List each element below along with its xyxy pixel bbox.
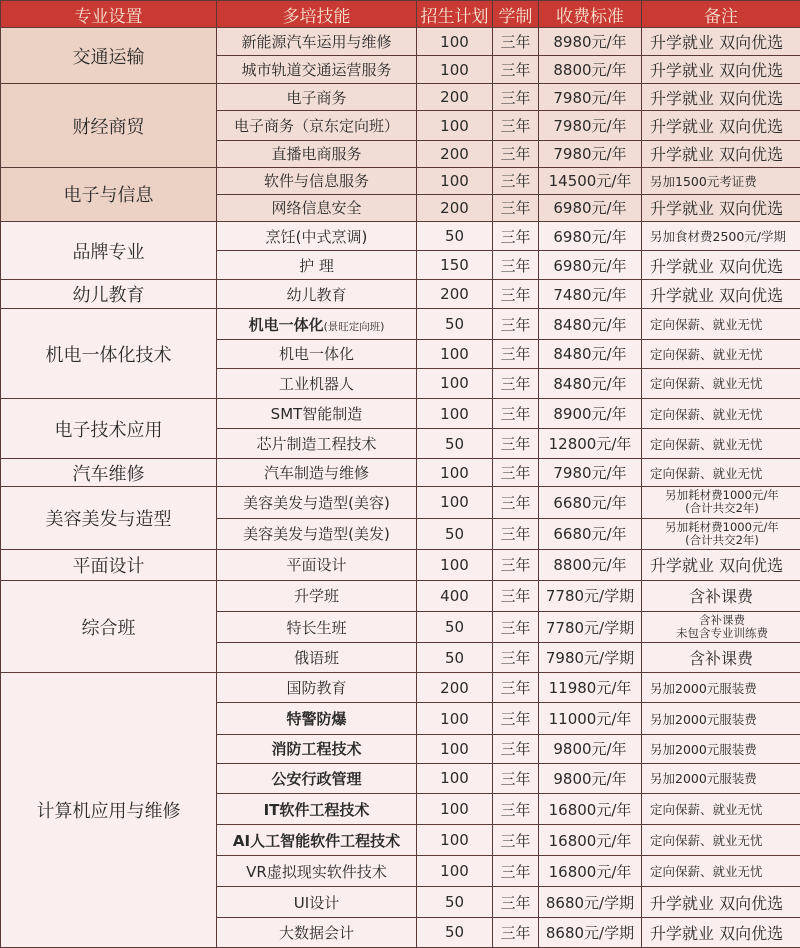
fee-cell: 12800元/年 [539,429,642,459]
skill-cell [217,825,417,856]
note-cell: 升学就业 双向优选 [642,56,800,84]
category-cell: 电子与信息 [1,167,217,221]
note-cell: 升学就业 双向优选 [642,280,800,309]
skill-name: 国防教育 [286,679,347,698]
table-row [1,28,800,56]
years-cell: 三年 [493,28,539,56]
category-cell: 机电一体化技术 [1,309,217,398]
fee-cell: 6980元/年 [539,194,642,221]
skill-cell [217,518,417,549]
note-cell: 定向保薪、就业无忧 [642,459,800,487]
plan-cell: 50 [417,222,493,251]
table-row [1,398,800,428]
skill-cell [217,194,417,221]
plan-cell: 200 [417,194,493,221]
note-cell: 升学就业 双向优选 [642,84,800,111]
years-cell: 三年 [493,398,539,428]
category-cell: 平面设计 [1,549,217,580]
note-line: 含补课费 [699,613,745,628]
years-cell: 三年 [493,518,539,549]
skill-cell [217,309,417,339]
skill-cell [217,56,417,84]
category-cell: 计算机应用与维修 [1,673,217,948]
note-cell: 升学就业 双向优选 [642,251,800,280]
note-cell: 定向保薪、就业无忧 [642,825,800,856]
skill-name: 美容美发与造型(美容) [243,493,390,512]
header-plan: 招生计划 [417,1,493,28]
skill-name: 特长生班 [286,618,347,637]
plan-cell: 100 [417,28,493,56]
skill-cell [217,643,417,673]
plan-cell: 100 [417,793,493,824]
table-row [1,580,800,611]
fee-cell: 9800元/年 [539,734,642,763]
note-line: 另加耗材费1000元/年 [665,519,779,534]
category-cell: 品牌专业 [1,222,217,280]
category-cell: 交通运输 [1,28,217,84]
plan-cell: 50 [417,518,493,549]
skill-name: 美容美发与造型(美发) [243,525,390,544]
skill-name: 升学班 [293,587,339,606]
skill-name: 机电一体化 [248,315,324,334]
header-note: 备注 [642,1,800,28]
skill-cell [217,856,417,887]
skill-cell [217,703,417,734]
skill-name: 公安行政管理 [271,769,362,788]
fee-cell: 7780元/学期 [539,612,642,643]
years-cell: 三年 [493,487,539,518]
years-cell: 三年 [493,339,539,368]
note-cell: 另加2000元服装费 [642,673,800,703]
plan-cell: 50 [417,309,493,339]
note-cell: 升学就业 双向优选 [642,917,800,947]
skill-name: 平面设计 [286,556,347,575]
plan-cell: 50 [417,643,493,673]
plan-cell: 100 [417,56,493,84]
fee-cell: 14500元/年 [539,167,642,194]
fee-cell: 8900元/年 [539,398,642,428]
years-cell: 三年 [493,612,539,643]
plan-cell: 100 [417,368,493,398]
note-cell: 定向保薪、就业无忧 [642,309,800,339]
note-cell: 升学就业 双向优选 [642,887,800,917]
skill-name: 电子商务（京东定向班） [233,117,399,135]
note-cell: 另加1500元考证费 [642,167,800,194]
table-row [1,459,800,487]
header-years: 学制 [493,1,539,28]
fee-cell: 16800元/年 [539,856,642,887]
fee-cell: 6680元/年 [539,518,642,549]
skill-cell [217,734,417,763]
table-row [1,167,800,194]
fee-cell: 8480元/年 [539,339,642,368]
plan-cell: 200 [417,673,493,703]
fee-cell: 6980元/年 [539,251,642,280]
category-cell: 财经商贸 [1,84,217,167]
years-cell: 三年 [493,251,539,280]
fee-cell: 16800元/年 [539,793,642,824]
skill-cell [217,917,417,947]
note-cell: 含补课费 [642,643,800,673]
fee-cell: 8800元/年 [539,56,642,84]
note-cell: 定向保薪、就业无忧 [642,793,800,824]
skill-name: UI设计 [293,893,340,912]
fee-cell: 7980元/年 [539,84,642,111]
fee-cell: 8980元/年 [539,28,642,56]
skill-cell [217,339,417,368]
years-cell: 三年 [493,459,539,487]
fee-cell: 9800元/年 [539,763,642,793]
skill-name: 机电一体化 [278,345,354,364]
skill-cell [217,280,417,309]
years-cell: 三年 [493,194,539,221]
category-cell: 汽车维修 [1,459,217,487]
skill-name: 新能源汽车运用与维修 [241,33,392,52]
note-cell: 定向保薪、就业无忧 [642,368,800,398]
note-cell: 升学就业 双向优选 [642,549,800,580]
plan-cell: 100 [417,703,493,734]
note-cell: 升学就业 双向优选 [642,194,800,221]
skill-name: 幼儿教育 [286,285,347,304]
category-cell: 电子技术应用 [1,398,217,458]
skill-cell [217,580,417,611]
skill-cell [217,140,417,167]
skill-suffix: (景旺定向班) [323,320,385,333]
skill-cell [217,793,417,824]
table-row [1,222,800,251]
skill-cell [217,887,417,917]
fee-cell: 11980元/年 [539,673,642,703]
fee-cell: 8800元/年 [539,549,642,580]
skill-cell [217,111,417,140]
note-cell: 定向保薪、就业无忧 [642,429,800,459]
skill-cell [217,251,417,280]
plan-cell: 100 [417,398,493,428]
years-cell: 三年 [493,887,539,917]
skill-name: VR虚拟现实软件技术 [246,862,387,881]
note-cell: 含补课费 [642,580,800,611]
years-cell: 三年 [493,222,539,251]
fee-cell: 16800元/年 [539,825,642,856]
plan-cell: 100 [417,459,493,487]
skill-cell [217,368,417,398]
fee-cell: 8680元/学期 [539,887,642,917]
skill-cell [217,167,417,194]
years-cell: 三年 [493,825,539,856]
fee-cell: 7980元/年 [539,459,642,487]
years-cell: 三年 [493,309,539,339]
plan-cell: 50 [417,612,493,643]
plan-cell: 100 [417,734,493,763]
years-cell: 三年 [493,56,539,84]
note-line: 未包含专业训练费 [676,626,768,641]
table-row [1,84,800,111]
years-cell: 三年 [493,84,539,111]
plan-cell: 100 [417,549,493,580]
skill-name: 烹饪(中式烹调) [265,227,368,246]
skill-name: 消防工程技术 [271,740,362,759]
table-body [1,28,800,948]
skill-cell [217,222,417,251]
fee-cell: 11000元/年 [539,703,642,734]
years-cell: 三年 [493,368,539,398]
skill-cell [217,459,417,487]
years-cell: 三年 [493,111,539,140]
plan-cell: 100 [417,825,493,856]
plan-cell: 50 [417,917,493,947]
plan-cell: 50 [417,887,493,917]
skill-name: AI人工智能软件工程技术 [232,831,401,850]
plan-cell: 200 [417,140,493,167]
skill-cell [217,673,417,703]
note-cell: 定向保薪、就业无忧 [642,339,800,368]
years-cell: 三年 [493,280,539,309]
skill-cell [217,28,417,56]
skill-name: SMT智能制造 [270,405,363,424]
plan-cell: 100 [417,763,493,793]
plan-cell: 200 [417,84,493,111]
fee-cell: 8480元/年 [539,368,642,398]
note-cell: 另加2000元服装费 [642,703,800,734]
plan-cell: 100 [417,487,493,518]
years-cell: 三年 [493,734,539,763]
skill-name: 俄语班 [293,649,339,668]
fee-cell: 7980元/年 [539,140,642,167]
years-cell: 三年 [493,673,539,703]
years-cell: 三年 [493,856,539,887]
note-cell: 另加食材费2500元/学期 [642,222,800,251]
category-cell: 美容美发与造型 [1,487,217,549]
skill-name: 汽车制造与维修 [263,464,369,483]
fee-cell: 7480元/年 [539,280,642,309]
note-cell: 升学就业 双向优选 [642,111,800,140]
table-row [1,673,800,703]
note-cell: 定向保薪、就业无忧 [642,398,800,428]
fee-cell: 8680元/学期 [539,917,642,947]
skill-name: 软件与信息服务 [263,172,369,191]
skill-cell [217,549,417,580]
skill-name: 护 理 [299,256,334,275]
note-line: (合计共交2年) [685,501,759,516]
years-cell: 三年 [493,429,539,459]
fee-cell: 8480元/年 [539,309,642,339]
skill-name: 城市轨道交通运营服务 [241,61,392,80]
table-row [1,549,800,580]
skill-name: 特警防爆 [286,710,347,729]
skill-cell [217,487,417,518]
skill-cell [217,612,417,643]
plan-cell: 50 [417,429,493,459]
category-cell: 综合班 [1,580,217,672]
plan-cell: 100 [417,339,493,368]
plan-cell: 100 [417,167,493,194]
header-row [1,1,800,28]
years-cell: 三年 [493,643,539,673]
table-row [1,309,800,339]
years-cell: 三年 [493,580,539,611]
skill-cell [217,398,417,428]
note-cell: 另加2000元服装费 [642,734,800,763]
header-fee: 收费标准 [539,1,642,28]
note-line: (合计共交2年) [685,532,759,547]
skill-name: 电子商务 [286,88,347,107]
header-skill: 多培技能 [217,1,417,28]
plan-cell: 400 [417,580,493,611]
header-major: 专业设置 [1,1,217,28]
fee-cell: 7780元/学期 [539,580,642,611]
years-cell: 三年 [493,763,539,793]
category-cell: 幼儿教育 [1,280,217,309]
skill-name: 直播电商服务 [271,145,362,164]
skill-name: IT软件工程技术 [263,800,370,819]
fee-cell: 7980元/学期 [539,643,642,673]
years-cell: 三年 [493,917,539,947]
years-cell: 三年 [493,703,539,734]
years-cell: 三年 [493,167,539,194]
table-row [1,487,800,518]
skill-name: 大数据会计 [278,923,354,942]
skill-name: 芯片制造工程技术 [256,435,377,454]
skill-name: 工业机器人 [278,374,354,393]
skill-cell [217,429,417,459]
fee-cell: 6980元/年 [539,222,642,251]
plan-cell: 100 [417,856,493,887]
note-cell: 定向保薪、就业无忧 [642,856,800,887]
note-cell [642,487,800,518]
note-line: 另加耗材费1000元/年 [665,488,779,503]
table-row [1,280,800,309]
note-cell: 升学就业 双向优选 [642,140,800,167]
plan-cell: 200 [417,280,493,309]
years-cell: 三年 [493,793,539,824]
note-cell: 另加2000元服装费 [642,763,800,793]
skill-name: 网络信息安全 [271,199,362,218]
skill-cell [217,763,417,793]
plan-cell: 100 [417,111,493,140]
years-cell: 三年 [493,549,539,580]
plan-cell: 150 [417,251,493,280]
note-cell: 升学就业 双向优选 [642,28,800,56]
years-cell: 三年 [493,140,539,167]
note-cell [642,518,800,549]
fee-cell: 6680元/年 [539,487,642,518]
skill-cell [217,84,417,111]
note-cell [642,612,800,643]
fee-cell: 7980元/年 [539,111,642,140]
